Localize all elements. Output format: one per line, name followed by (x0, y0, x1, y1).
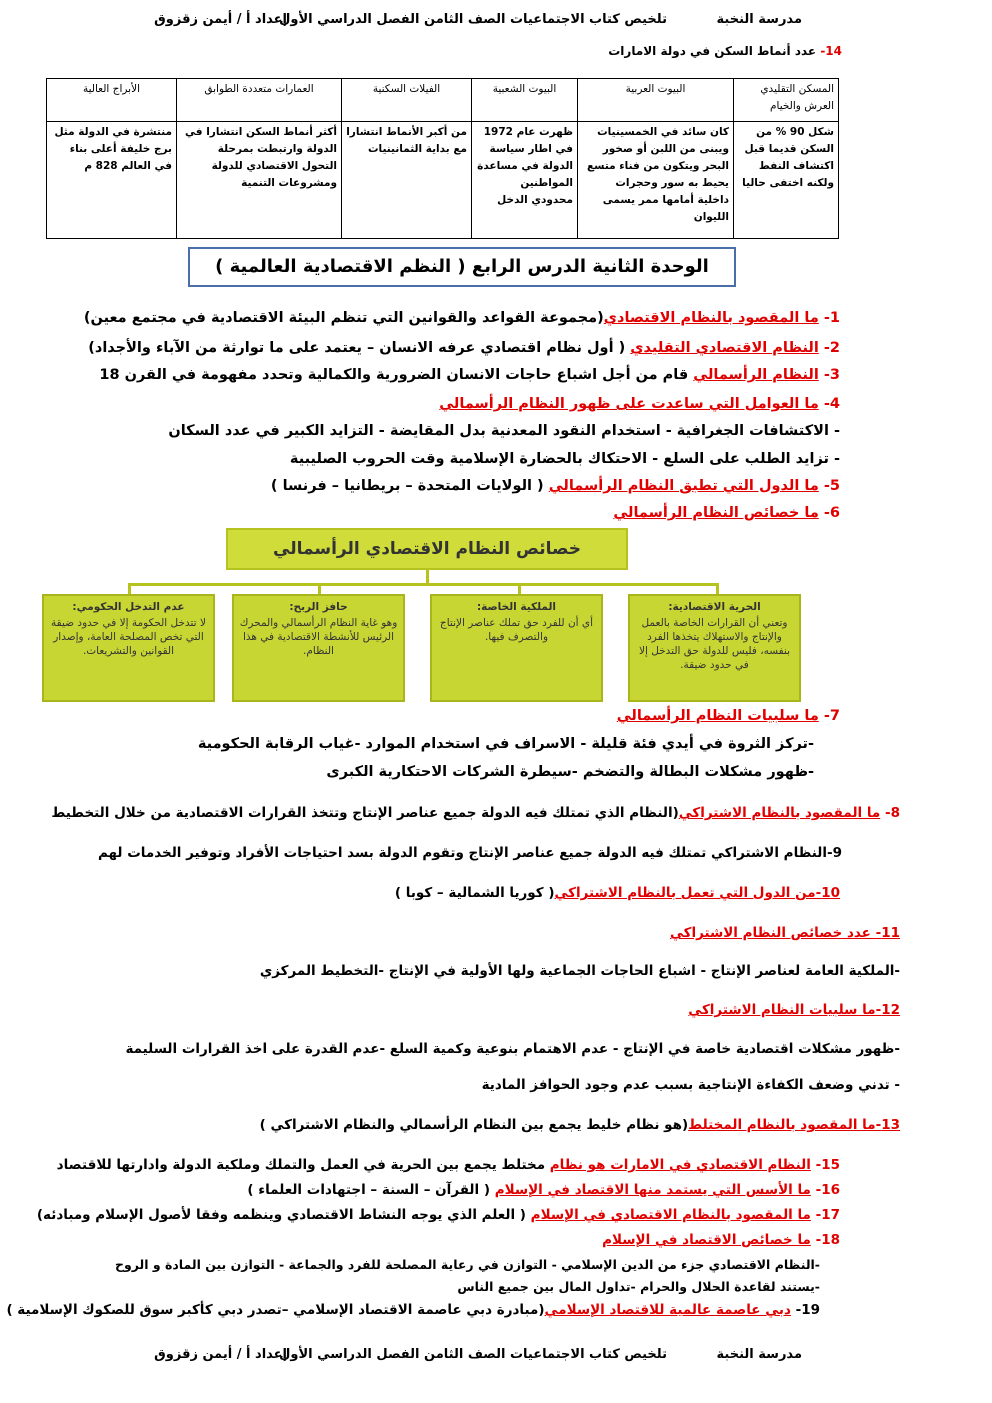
page-header (0, 10, 992, 34)
connector-line (128, 583, 718, 586)
connector-line (426, 570, 429, 584)
item-18-line-1: -النظام الاقتصادي جزء من الدين الإسلامي - التوازن في رعاية المصلحة للفرد والجماعة - التوازن بين المادة و الروح (115, 1257, 820, 1272)
table-header-cell: البيوت العربية (578, 79, 734, 122)
item-answer: (النظام الذي تمتلك فيه الدولة جميع عناصر الإنتاج وتتخذ القرارات الاقتصادية من خلال التخطيط (51, 805, 679, 821)
header-school: مدرسة النخبة (716, 12, 802, 27)
item-12: 12-ما سلبيات النظام الاشتراكي (688, 1002, 900, 1018)
table-cell: من أكبر الأنماط انتشارا مع بداية الثمانينيات (342, 122, 472, 239)
item-5 (271, 478, 840, 494)
box-text: لا تتدخل الحكومة إلا في حدود ضيقة التي تخص المصلحة العامة، وإصدار القوانين والتشريعات. (51, 617, 206, 657)
characteristic-box (628, 594, 801, 702)
table-row (47, 122, 839, 239)
question-number: 14- (820, 44, 842, 58)
table-cell: ظهرت عام 1972 في اطار سياسة الدولة في مساعدة المواطنين محدودي الدخل (472, 122, 578, 239)
item-19 (6, 1302, 820, 1318)
characteristic-box (430, 594, 603, 702)
box-title: الحرية الاقتصادية: (668, 601, 761, 613)
item-12-line-2: - تدني وضعف الكفاءة الإنتاجية بسبب عدم وجود الحوافز المادية (481, 1077, 900, 1093)
item-answer: ( كوريا الشمالية – كوبا ) (394, 885, 555, 901)
item-11: 11- عدد خصائص النظام الاشتراكي (669, 925, 900, 941)
item-question: ما خصائص النظام الرأسمالي (613, 505, 819, 521)
item-question: 13-ما المقصود بالنظام المختلط (688, 1117, 900, 1133)
table-header-cell: الفيلات السكنية (342, 79, 472, 122)
question-14 (608, 44, 842, 58)
table-header-cell: الأبراج العالية (47, 79, 177, 122)
footer-title: تلخيص كتاب الاجتماعيات الصف الثامن الفصل الدراسي الأول (279, 1347, 667, 1362)
item-answer: ( القرآن – السنة – اجتهادات العلماء ) (247, 1182, 495, 1198)
item-8 (51, 805, 900, 821)
table-header-cell: العمارات متعددة الطوابق (177, 79, 342, 122)
table-header-cell: البيوت الشعبية (472, 79, 578, 122)
item-question: ما الدول التي تطبق النظام الرأسمالي (548, 478, 819, 494)
footer-author: إعداد أ / أيمن زقزوق (154, 1347, 287, 1362)
item-answer: ( أول نظام اقتصادي عرفه الانسان – يعتمد على ما توارثة من الآباء والأجداد) (88, 340, 631, 356)
item-number: 5- (823, 478, 840, 494)
item-number: 19- (795, 1302, 820, 1318)
item-number: 3- (823, 367, 840, 383)
item-7-line-2: -ظهور مشكلات البطالة والتضخم -سيطرة الشركات الاحتكارية الكبرى (326, 764, 814, 780)
table-cell: منتشرة في الدولة مثل برج خليفة أعلى بناء في العالم 828 م (47, 122, 177, 239)
table-cell: كان سائد في الخمسينيات ويبنى من اللبن أو صخور البحر ويتكون من فناء متسع يحيط به سور وحجرات داخلية أمامها ممر يسمى الليوان (578, 122, 734, 239)
item-9: 9-النظام الاشتراكي تمتلك فيه الدولة جميع عناصر الإنتاج وتقوم الدولة بسد احتياجات الأفراد وتوفير الخدمات لهم (97, 845, 842, 861)
footer-school: مدرسة النخبة (716, 1347, 802, 1362)
item-7 (617, 708, 840, 724)
item-number: 8- (884, 805, 900, 821)
item-13 (260, 1117, 900, 1133)
item-17 (37, 1207, 840, 1223)
item-18 (602, 1232, 840, 1248)
table-header-row (47, 79, 839, 122)
question-text: عدد أنماط السكن في دولة الامارات (608, 44, 817, 58)
item-question: ما المقصود بالنظام الاشتراكي (678, 805, 881, 821)
unit-title: الوحدة الثانية الدرس الرابع ( النظم الاقتصادية العالمية ) (188, 247, 736, 287)
item-1 (84, 310, 840, 326)
item-7-line-1: -تركز الثروة في أيدي فئة قليلة - الاسراف في استخدام الموارد -غياب الرقابة الحكومية (197, 736, 814, 752)
item-question: ما خصائص الاقتصاد في الإسلام (602, 1232, 811, 1248)
item-4 (439, 396, 840, 412)
page-footer (0, 1345, 992, 1369)
item-16 (247, 1182, 840, 1198)
item-question: النظام الاقتصادي التقليدي (630, 340, 819, 356)
item-question: ما المقصود بالنظام الاقتصادي (603, 310, 819, 326)
item-answer: ( الولايات المتحدة – بريطانيا – فرنسا ) (270, 478, 549, 494)
item-question: ما العوامل التي ساعدت على ظهور النظام الرأسمالي (439, 396, 819, 412)
item-6 (613, 505, 840, 521)
table-cell: أكثر أنماط السكن انتشارا في الدولة وارتبطت بمرحلة التحول الاقتصادي للدولة ومشروعات التنمية (177, 122, 342, 239)
item-question: 10-من الدول التي تعمل بالنظام الاشتراكي (554, 885, 840, 901)
capitalism-chart-title: خصائص النظام الاقتصادي الرأسمالي (226, 528, 628, 570)
box-title: الملكية الخاصة: (476, 601, 557, 613)
characteristic-box (232, 594, 405, 702)
item-answer: ( العلم الذي يوجه النشاط الاقتصادي وينظمه وفقا لأصول الإسلام ومبادئه) (36, 1207, 531, 1223)
item-10 (395, 885, 840, 901)
item-15 (57, 1157, 840, 1173)
item-answer: (مجموعة القواعد والقوانين التي تنظم البيئة الاقتصادية في مجتمع معين) (83, 310, 604, 326)
header-title: تلخيص كتاب الاجتماعيات الصف الثامن الفصل الدراسي الأول (279, 12, 667, 27)
item-answer: قام من أجل اشباع حاجات الانسان الضرورية والكمالية وتحدد مفهومة في القرن 18 (99, 367, 694, 383)
item-2 (88, 340, 840, 356)
item-question: ما سلبيات النظام الرأسمالي (616, 708, 819, 724)
item-answer: (هو نظام خليط يجمع بين النظام الرأسمالي والنظام الاشتراكي ) (259, 1117, 689, 1133)
box-text: وهو غاية النظام الرأسمالي والمحرك الرئيس للأنشطة الاقتصادية في هذا النظام. (239, 617, 398, 657)
box-title: عدم التدخل الحكومي: (72, 601, 185, 613)
item-number: 16- (815, 1182, 840, 1198)
item-question: ما المقصود بالنظام الاقتصادي في الإسلام (530, 1207, 811, 1223)
item-number: 15- (815, 1157, 840, 1173)
item-number: 6- (823, 505, 840, 521)
item-18-line-2: -يستند لقاعدة الحلال والحرام -تداول المال بين جميع الناس (457, 1279, 820, 1294)
box-text: أي أن للفرد حق تملك عناصر الإنتاج والتصرف فيها. (439, 617, 594, 643)
item-answer: مختلط يجمع بين الحرية في العمل والتملك وملكية الدولة وادارتها للاقتصاد (56, 1157, 550, 1173)
item-number: 7- (823, 708, 840, 724)
housing-types-table (46, 78, 839, 239)
item-question: ما الأسس التي يستمد منها الاقتصاد في الإسلام (494, 1182, 811, 1198)
item-number: 17- (815, 1207, 840, 1223)
characteristic-box (42, 594, 215, 702)
item-question: دبي عاصمة عالمية للاقتصاد الإسلامي (544, 1302, 791, 1318)
item-question: النظام الرأسمالي (693, 367, 819, 383)
box-title: حافز الربح: (289, 601, 348, 613)
item-4-line-2: - تزايد الطلب على السلع - الاحتكاك بالحضارة الإسلامية وقت الحروب الصليبية (289, 451, 840, 467)
item-3 (99, 367, 840, 383)
item-12-line-1: -ظهور مشكلات اقتصادية خاصة في الإنتاج - عدم الاهتمام بنوعية وكمية السلع -عدم القدرة على اخذ القرارات السليمة (125, 1041, 900, 1057)
item-4-line-1: - الاكتشافات الجغرافية - استخدام النقود المعدنية بدل المقايضة - التزايد الكبير في عدد السكان (168, 423, 840, 439)
box-text: وتعني أن القرارات الخاصة بالعمل والإنتاج والاستهلاك يتخذها الفرد بنفسه، فليس للدولة حق التدخل إلا في حدود ضيقة. (638, 617, 790, 671)
item-answer: (مبادرة دبي عاصمة الاقتصاد الإسلامي –تصدر دبي كأكبر سوق للصكوك الإسلامية ) (6, 1302, 545, 1318)
table-cell: شكل 90 % من السكن قديما قبل اكتشاف النفط ولكنه اختفى حاليا (734, 122, 839, 239)
item-number: 1- (823, 310, 840, 326)
item-question: النظام الاقتصادي في الامارات هو نظام (549, 1157, 811, 1173)
header-author: إعداد أ / أيمن زقزوق (154, 12, 287, 27)
item-number: 2- (823, 340, 840, 356)
item-number: 4- (823, 396, 840, 412)
item-11-line-1: -الملكية العامة لعناصر الإنتاج - اشباع الحاجات الجماعية ولها الأولية في الإنتاج -التخطيط المركزي (259, 963, 900, 979)
table-header-cell: المسكن التقليدي العرش والخيام (734, 79, 839, 122)
item-number: 18- (815, 1232, 840, 1248)
